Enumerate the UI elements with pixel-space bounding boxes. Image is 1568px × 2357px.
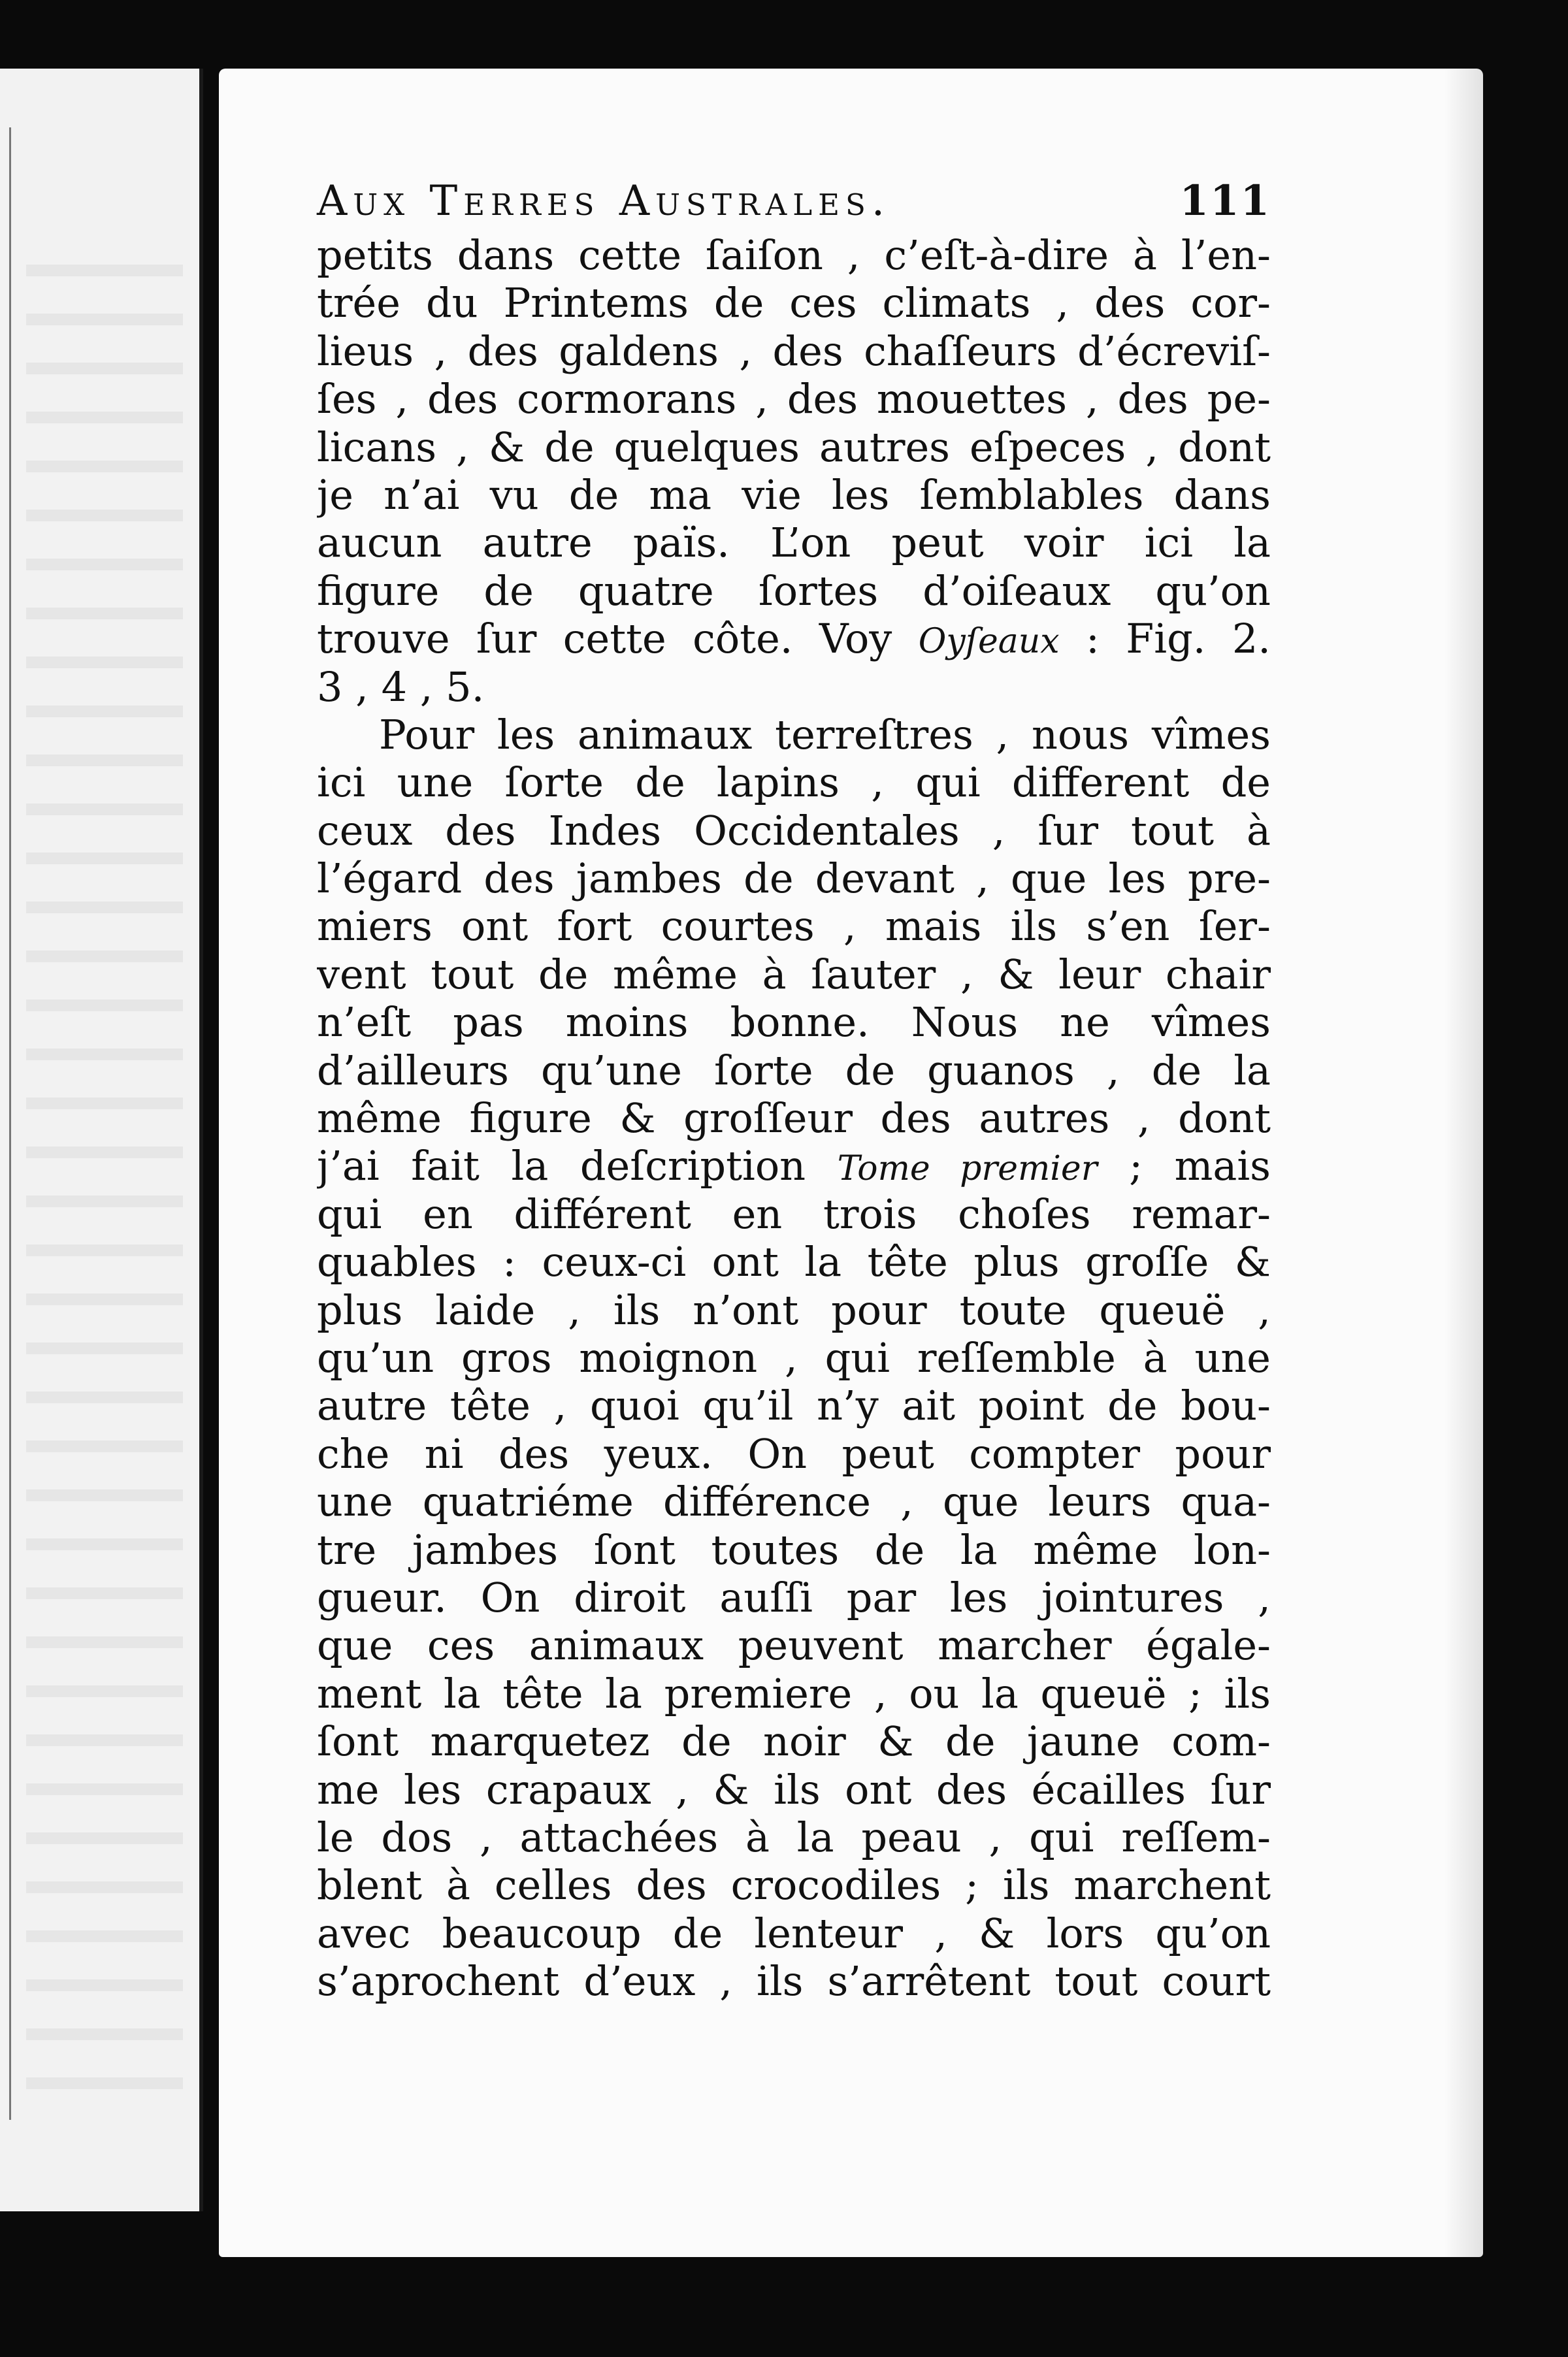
text-line: ſont marquetez de noir & de jaune com- [317, 1717, 1271, 1766]
text-line: lieus , des galdens , des chaſſeurs d’écreviſ- [317, 327, 1271, 375]
facing-page-bleed-through [26, 265, 183, 2094]
facing-page-edge [0, 69, 203, 2211]
text-line: ceux des Indes Occidentales , ſur tout à [317, 806, 1271, 854]
text-line: aucun autre païs. L’on peut voir ici la [317, 519, 1271, 567]
text-line: ment la tête la premiere , ou la queuë ; ils [317, 1669, 1271, 1717]
text-line: je n’ai vu de ma vie les ſemblables dans [317, 470, 1271, 519]
text-line: autre tête , quoi qu’il n’y ait point de bou- [317, 1382, 1271, 1430]
text-line: trée du Printems de ces climats , des cor- [317, 279, 1271, 327]
text-line: n’eſt pas moins bonne. Nous ne vîmes [317, 998, 1271, 1047]
book-page [219, 69, 1483, 2257]
text-line: gueur. On diroit auſſi par les jointures , [317, 1573, 1271, 1621]
text-line: me les crapaux , & ils ont des écailles ſur [317, 1765, 1271, 1813]
text-line: avec beaucoup de lenteur , & lors qu’on [317, 1909, 1271, 1957]
text-line: blent à celles des crocodiles ; ils marchent [317, 1861, 1271, 1910]
text-line: j’ai fait la deſcription Tome premier ; mais [317, 1142, 1271, 1190]
running-head-title: Aux Terres Australes. [317, 177, 891, 225]
body-text [317, 231, 1271, 2005]
text-line: che ni des yeux. On peut compter pour [317, 1429, 1271, 1478]
text-block [317, 176, 1271, 2005]
text-line: petits dans cette ſaiſon , c’eſt-à-dire à l’en- [317, 231, 1271, 279]
text-line: ici une ſorte de lapins , qui different de [317, 758, 1271, 807]
page-edge-shadow [1444, 69, 1483, 2257]
text-line: miers ont fort courtes , mais ils s’en ſer- [317, 902, 1271, 951]
text-line: trouve ſur cette côte. Voy Oyſeaux : Fig. 2. [317, 615, 1271, 663]
text-line: une quatriéme différence , que leurs qua- [317, 1478, 1271, 1526]
text-line: figure de quatre ſortes d’oiſeaux qu’on [317, 566, 1271, 615]
text-line: le dos , attachées à la peau , qui reſſem- [317, 1813, 1271, 1861]
text-line: licans , & de quelques autres eſpeces , dont [317, 423, 1271, 471]
facing-page-rule [9, 127, 11, 2120]
text-line: quables : ceux-ci ont la tête plus groſſe & [317, 1238, 1271, 1286]
text-line: que ces animaux peuvent marcher égale- [317, 1621, 1271, 1670]
running-head [317, 176, 1271, 226]
italic-reference: Oyſeaux [918, 622, 1060, 662]
text-line: qui en différent en trois choſes remar- [317, 1190, 1271, 1238]
text-line: d’ailleurs qu’une ſorte de guanos , de la [317, 1046, 1271, 1094]
page-number: 111 [1179, 176, 1271, 225]
text-line: tre jambes ſont toutes de la même lon- [317, 1525, 1271, 1574]
text-line: s’aprochent d’eux , ils s’arrêtent tout court [317, 1957, 1271, 2006]
text-line: 3 , 4 , 5. [317, 662, 485, 711]
text-line: vent tout de même à ſauter , & leur chair [317, 950, 1271, 998]
text-line: ſes , des cormorans , des mouettes , des pe- [317, 375, 1271, 423]
text-line: plus laide , ils n’ont pour toute queuë , [317, 1286, 1271, 1334]
text-line: l’égard des jambes de devant , que les pre- [317, 854, 1271, 903]
text-line: même figure & groſſeur des autres , dont [317, 1094, 1271, 1143]
text-line: qu’un gros moignon , qui reſſemble à une [317, 1333, 1271, 1382]
paragraph-start-line: Pour les animaux terreſtres , nous vîmes [379, 710, 1271, 758]
italic-reference: Tome premier [837, 1149, 1098, 1189]
